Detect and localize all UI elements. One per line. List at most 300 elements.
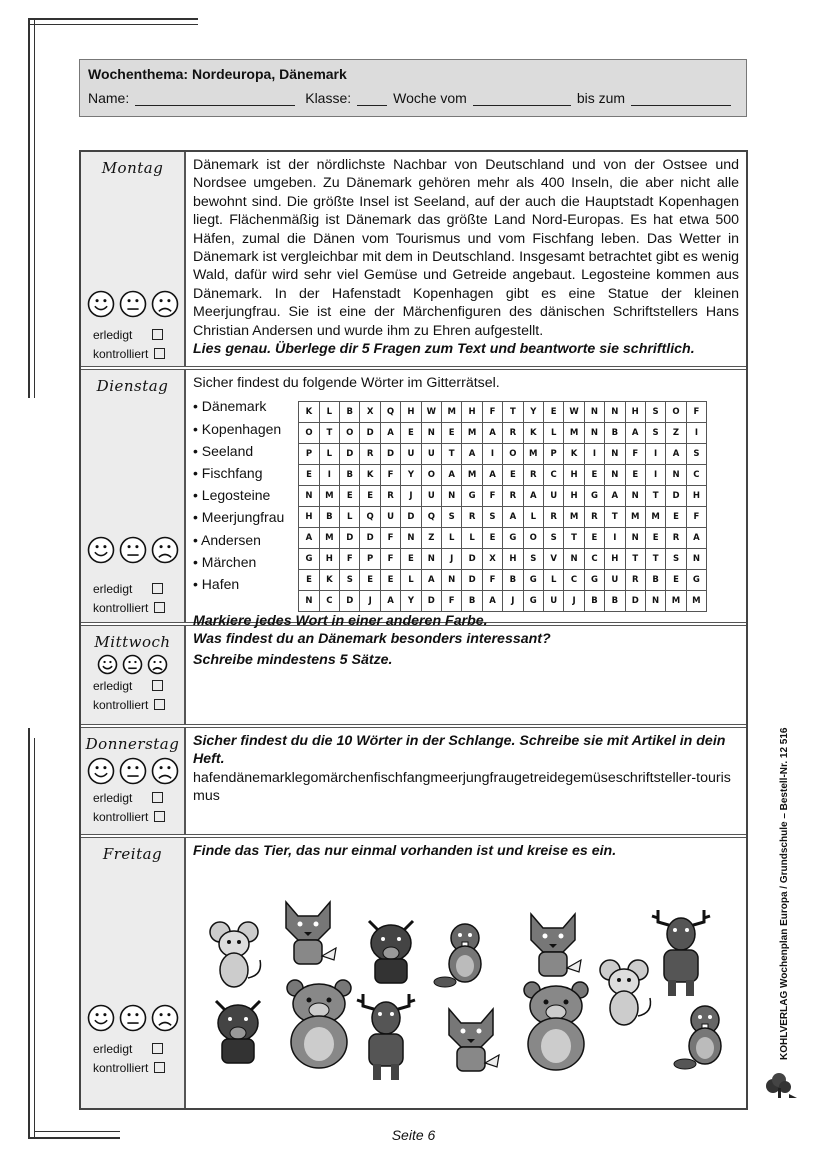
grid-cell[interactable]: F: [482, 402, 502, 423]
weekly-plan-table: [79, 150, 748, 1110]
day-label-cell: [81, 626, 186, 724]
word-list-item: • Andersen: [193, 531, 261, 548]
grid-cell[interactable]: W: [421, 402, 441, 423]
week-label: Woche vom: [393, 90, 467, 106]
grid-cell[interactable]: M: [319, 528, 339, 549]
grid-cell[interactable]: U: [421, 444, 441, 465]
grid-cell[interactable]: E: [401, 423, 421, 444]
grid-cell[interactable]: E: [503, 465, 523, 486]
grid-cell[interactable]: Y: [401, 465, 421, 486]
grid-cell[interactable]: O: [340, 423, 360, 444]
checked-checkbox[interactable]: kontrolliert: [81, 1059, 184, 1078]
grid-cell[interactable]: D: [340, 444, 360, 465]
grid-cell[interactable]: T: [625, 549, 645, 570]
grid-cell[interactable]: S: [645, 423, 665, 444]
done-checkbox[interactable]: erledigt: [81, 1040, 184, 1059]
grid-cell[interactable]: A: [442, 465, 462, 486]
grid-cell[interactable]: D: [462, 570, 482, 591]
grid-cell[interactable]: L: [543, 570, 563, 591]
grid-cell[interactable]: T: [645, 486, 665, 507]
grid-cell[interactable]: G: [523, 570, 543, 591]
reading-text: Dänemark ist der nördlichste Nachbar von Deutschland und von der Ostsee und Nordsee umgeben. Zu Dänemark gehören mehr als 400 Inseln, die aber nicht alle bewohnt sind. Die größte Insel ist Seeland, auf der auch die Hauptstadt Kopenhagen liegt. Flächenmäßig ist Dänemark das größte Land Nord-Europas. Es hat etwa 500 Häfen, zumal die Dänen vom Tourismus und vom Fischfang leben. Das Wetter in Dänemark ist vergleichbar mit dem in Deutschland. Insgesamt betrachtet gibt es wenig Wald, dafür wird sehr viel Gemüse und Getreide angebaut. Legosteine kommen aus Dänemark. In der Hafenstadt Kopenhagen gibt es eine Statue der kleinen Meerjungfrau. Sie ist eine der Märchenfiguren des dänischen Schriftstellers Hans Christian Andersen und wurde ihm zu Ehren aufgestellt.: [193, 157, 739, 339]
grid-cell[interactable]: F: [686, 507, 706, 528]
checked-checkbox[interactable]: kontrolliert: [81, 696, 184, 715]
wolf-icon[interactable]: [278, 898, 338, 973]
day-label-cell: [81, 152, 186, 366]
grid-cell[interactable]: K: [523, 423, 543, 444]
wolf-icon[interactable]: [441, 1005, 501, 1080]
grid-cell[interactable]: N: [584, 402, 604, 423]
grid-cell[interactable]: D: [401, 507, 421, 528]
grid-cell[interactable]: M: [686, 591, 706, 612]
word-list-item: • Fischfang: [193, 465, 263, 482]
grid-cell[interactable]: U: [543, 486, 563, 507]
word-list: [193, 395, 284, 612]
grid-cell[interactable]: G: [584, 570, 604, 591]
grid-cell[interactable]: D: [380, 444, 400, 465]
class-label: Klasse:: [305, 90, 352, 106]
neutral-face-icon[interactable]: [119, 1004, 147, 1032]
grid-cell[interactable]: M: [442, 402, 462, 423]
grid-cell[interactable]: X: [360, 402, 380, 423]
grid-cell[interactable]: J: [401, 486, 421, 507]
grid-cell[interactable]: U: [421, 486, 441, 507]
grid-cell[interactable]: E: [625, 465, 645, 486]
grid-cell[interactable]: Z: [666, 423, 686, 444]
grid-cell[interactable]: E: [584, 528, 604, 549]
day-content-cell: [186, 152, 746, 366]
grid-cell[interactable]: Z: [421, 528, 441, 549]
smiley-group: [81, 1004, 184, 1032]
checked-checkbox[interactable]: kontrolliert: [81, 345, 184, 364]
grid-cell[interactable]: N: [584, 423, 604, 444]
grid-cell[interactable]: R: [360, 444, 380, 465]
grid-cell[interactable]: A: [380, 591, 400, 612]
grid-cell[interactable]: D: [340, 528, 360, 549]
grid-cell[interactable]: N: [421, 549, 441, 570]
word-list-item: • Kopenhagen: [193, 420, 282, 437]
grid-cell[interactable]: O: [523, 528, 543, 549]
grid-cell[interactable]: Q: [380, 402, 400, 423]
grid-cell[interactable]: G: [503, 528, 523, 549]
grid-cell[interactable]: I: [319, 465, 339, 486]
day-name: Freitag: [102, 845, 163, 863]
day-name: Montag: [101, 159, 164, 177]
grid-cell[interactable]: E: [299, 570, 319, 591]
grid-cell[interactable]: Y: [523, 402, 543, 423]
grid-cell[interactable]: N: [645, 591, 665, 612]
grid-cell[interactable]: L: [319, 444, 339, 465]
frame-line: [34, 738, 35, 1138]
day-row-tuesday: [81, 370, 746, 630]
grid-cell[interactable]: L: [523, 507, 543, 528]
grid-cell[interactable]: F: [686, 402, 706, 423]
grid-cell[interactable]: S: [523, 549, 543, 570]
day-label-cell: [81, 838, 186, 1108]
day-label-cell: [81, 728, 186, 834]
grid-cell[interactable]: I: [482, 444, 502, 465]
grid-cell[interactable]: H: [564, 465, 584, 486]
grid-cell[interactable]: I: [605, 528, 625, 549]
grid-cell[interactable]: T: [503, 402, 523, 423]
grid-cell[interactable]: E: [482, 528, 502, 549]
grid-cell[interactable]: D: [666, 486, 686, 507]
grid-cell[interactable]: E: [645, 528, 665, 549]
beaver-icon[interactable]: [433, 918, 493, 995]
moose-icon[interactable]: [353, 990, 419, 1087]
done-checkbox[interactable]: erledigt: [81, 326, 184, 345]
grid-cell[interactable]: T: [442, 444, 462, 465]
grid-cell[interactable]: E: [666, 570, 686, 591]
bear-icon[interactable]: [518, 980, 594, 1077]
grid-cell[interactable]: O: [503, 444, 523, 465]
grid-cell[interactable]: Q: [360, 507, 380, 528]
grid-cell[interactable]: S: [645, 402, 665, 423]
grid-cell[interactable]: L: [319, 402, 339, 423]
grid-cell[interactable]: R: [543, 507, 563, 528]
page-number: Seite 6: [391, 1127, 436, 1143]
grid-cell[interactable]: J: [442, 549, 462, 570]
grid-cell[interactable]: E: [380, 570, 400, 591]
grid-cell[interactable]: A: [380, 423, 400, 444]
word-list-item: • Dänemark: [193, 398, 267, 415]
grid-cell[interactable]: D: [360, 528, 380, 549]
beaver-icon[interactable]: [673, 1000, 733, 1077]
grid-cell[interactable]: N: [401, 528, 421, 549]
day-row-thursday: [81, 728, 746, 838]
grid-cell[interactable]: R: [625, 570, 645, 591]
grid-cell[interactable]: H: [503, 549, 523, 570]
frame-line: [34, 18, 35, 398]
grid-cell[interactable]: B: [462, 591, 482, 612]
sad-face-icon[interactable]: [151, 757, 179, 785]
sad-face-icon[interactable]: [151, 290, 179, 318]
grid-cell[interactable]: C: [584, 549, 604, 570]
grid-cell[interactable]: H: [564, 486, 584, 507]
grid-cell[interactable]: F: [442, 591, 462, 612]
grid-cell[interactable]: H: [401, 402, 421, 423]
happy-face-icon[interactable]: [87, 1004, 115, 1032]
grid-cell[interactable]: N: [299, 486, 319, 507]
grid-cell[interactable]: F: [340, 549, 360, 570]
grid-cell[interactable]: O: [299, 423, 319, 444]
grid-cell[interactable]: M: [462, 423, 482, 444]
grid-cell[interactable]: S: [340, 570, 360, 591]
name-label: Name:: [88, 90, 130, 106]
day-name: Dienstag: [96, 377, 169, 395]
grid-cell[interactable]: S: [666, 549, 686, 570]
grid-cell[interactable]: A: [605, 486, 625, 507]
grid-cell[interactable]: C: [686, 465, 706, 486]
week-theme-title: Wochenthema: Nordeuropa, Dänemark: [88, 66, 347, 82]
task-text: Sicher findest du die 10 Wörter in der Schlange. Schreibe sie mit Artikel in dein Heft.: [193, 733, 726, 768]
word-list-item: • Hafen: [193, 576, 240, 593]
grid-cell[interactable]: E: [340, 486, 360, 507]
grid-cell[interactable]: D: [340, 591, 360, 612]
smiley-group: [81, 536, 184, 564]
grid-cell[interactable]: R: [503, 486, 523, 507]
grid-cell[interactable]: N: [442, 570, 462, 591]
day-name: Mittwoch: [94, 633, 171, 651]
neutral-face-icon[interactable]: [119, 290, 147, 318]
grid-cell[interactable]: K: [360, 465, 380, 486]
day-row-wednesday: [81, 626, 746, 728]
grid-cell[interactable]: N: [421, 423, 441, 444]
frame-line: [28, 18, 30, 398]
grid-cell[interactable]: E: [584, 465, 604, 486]
frame-line: [28, 18, 198, 20]
grid-cell[interactable]: F: [482, 570, 502, 591]
grid-cell[interactable]: R: [380, 486, 400, 507]
grid-cell[interactable]: F: [482, 486, 502, 507]
until-label: bis zum: [576, 90, 626, 106]
day-name: Donnerstag: [85, 735, 180, 753]
grid-cell[interactable]: T: [564, 528, 584, 549]
grid-cell[interactable]: H: [299, 507, 319, 528]
grid-cell[interactable]: M: [666, 591, 686, 612]
task-text: Schreibe mindestens 5 Sätze.: [193, 652, 393, 669]
grid-cell[interactable]: B: [645, 570, 665, 591]
grid-cell[interactable]: N: [442, 486, 462, 507]
grid-cell[interactable]: F: [380, 549, 400, 570]
grid-cell[interactable]: G: [462, 486, 482, 507]
happy-face-icon[interactable]: [87, 290, 115, 318]
grid-cell[interactable]: N: [625, 486, 645, 507]
week-from-field[interactable]: [473, 91, 571, 106]
sad-face-icon[interactable]: [151, 1004, 179, 1032]
grid-cell[interactable]: D: [462, 549, 482, 570]
neutral-face-icon[interactable]: [122, 654, 143, 675]
neutral-face-icon[interactable]: [119, 757, 147, 785]
grid-cell[interactable]: M: [319, 486, 339, 507]
grid-cell[interactable]: O: [421, 465, 441, 486]
word-list-item: • Märchen: [193, 553, 257, 570]
word-list-item: • Seeland: [193, 442, 254, 459]
done-checkbox[interactable]: erledigt: [81, 789, 184, 808]
grid-cell[interactable]: R: [462, 507, 482, 528]
intro-text: Sicher findest du folgende Wörter im Gitterrätsel.: [193, 375, 500, 391]
done-checkbox[interactable]: erledigt: [81, 677, 184, 696]
animal-picture-area: [193, 870, 753, 1050]
grid-cell[interactable]: F: [380, 465, 400, 486]
checked-checkbox[interactable]: kontrolliert: [81, 808, 184, 827]
frame-line: [28, 24, 198, 25]
grid-cell[interactable]: C: [319, 591, 339, 612]
grid-cell[interactable]: A: [462, 444, 482, 465]
wolf-icon[interactable]: [523, 910, 583, 985]
day-content-cell: [186, 626, 746, 724]
grid-cell[interactable]: N: [686, 549, 706, 570]
grid-cell[interactable]: E: [360, 486, 380, 507]
grid-cell[interactable]: Q: [421, 507, 441, 528]
boar-icon[interactable]: [361, 915, 421, 990]
grid-cell[interactable]: P: [299, 444, 319, 465]
grid-cell[interactable]: J: [503, 591, 523, 612]
grid-cell[interactable]: N: [605, 465, 625, 486]
grid-cell[interactable]: T: [605, 507, 625, 528]
grid-cell[interactable]: E: [666, 507, 686, 528]
day-content-cell: [186, 370, 746, 630]
grid-cell[interactable]: R: [584, 507, 604, 528]
grid-cell[interactable]: T: [645, 549, 665, 570]
grid-cell[interactable]: A: [523, 486, 543, 507]
grid-cell[interactable]: E: [543, 402, 563, 423]
grid-cell[interactable]: N: [605, 402, 625, 423]
grid-cell[interactable]: C: [543, 465, 563, 486]
grid-cell[interactable]: N: [299, 591, 319, 612]
happy-face-icon[interactable]: [97, 654, 118, 675]
grid-cell[interactable]: C: [564, 570, 584, 591]
grid-cell[interactable]: A: [625, 423, 645, 444]
grid-cell[interactable]: U: [605, 570, 625, 591]
task-text: Markiere jedes Wort in einer anderen Farbe.: [193, 613, 488, 630]
neutral-face-icon[interactable]: [119, 536, 147, 564]
grid-cell[interactable]: M: [523, 444, 543, 465]
grid-cell[interactable]: X: [482, 549, 502, 570]
grid-cell[interactable]: H: [686, 486, 706, 507]
grid-cell[interactable]: D: [625, 591, 645, 612]
grid-cell[interactable]: O: [666, 402, 686, 423]
done-checkbox[interactable]: erledigt: [81, 580, 184, 599]
grid-cell[interactable]: L: [442, 528, 462, 549]
grid-cell[interactable]: S: [482, 507, 502, 528]
grid-cell[interactable]: H: [462, 402, 482, 423]
grid-cell[interactable]: K: [299, 402, 319, 423]
grid-cell[interactable]: L: [462, 528, 482, 549]
grid-cell[interactable]: A: [421, 570, 441, 591]
grid-cell[interactable]: Y: [401, 591, 421, 612]
grid-cell[interactable]: A: [482, 465, 502, 486]
mouse-icon[interactable]: [598, 958, 658, 1033]
bear-icon[interactable]: [281, 978, 357, 1075]
boar-icon[interactable]: [208, 995, 268, 1070]
header-box: [79, 59, 747, 117]
grid-cell[interactable]: E: [299, 465, 319, 486]
grid-cell[interactable]: G: [523, 591, 543, 612]
sad-face-icon[interactable]: [151, 536, 179, 564]
grid-cell[interactable]: A: [686, 528, 706, 549]
grid-cell[interactable]: N: [605, 444, 625, 465]
grid-cell[interactable]: U: [380, 507, 400, 528]
sad-face-icon[interactable]: [147, 654, 168, 675]
grid-cell[interactable]: N: [666, 465, 686, 486]
grid-cell[interactable]: A: [503, 507, 523, 528]
grid-cell[interactable]: L: [543, 423, 563, 444]
grid-cell[interactable]: W: [564, 402, 584, 423]
name-field[interactable]: [135, 91, 295, 106]
grid-cell[interactable]: E: [442, 423, 462, 444]
day-label-cell: [81, 370, 186, 622]
grid-cell[interactable]: D: [421, 591, 441, 612]
grid-cell[interactable]: K: [564, 444, 584, 465]
mouse-icon[interactable]: [208, 920, 268, 995]
grid-cell[interactable]: E: [401, 549, 421, 570]
grid-cell[interactable]: K: [319, 570, 339, 591]
grid-cell[interactable]: R: [503, 423, 523, 444]
word-list-item: • Meerjungfrau: [193, 509, 285, 526]
grid-cell[interactable]: A: [482, 591, 502, 612]
grid-cell[interactable]: D: [360, 423, 380, 444]
grid-cell[interactable]: M: [625, 507, 645, 528]
grid-cell[interactable]: B: [340, 402, 360, 423]
day-content-cell: [186, 728, 746, 834]
grid-cell[interactable]: A: [299, 528, 319, 549]
task-text: Lies genau. Überlege dir 5 Fragen zum Text und beantworte sie schriftlich.: [193, 341, 695, 358]
grid-cell[interactable]: G: [686, 570, 706, 591]
grid-cell[interactable]: S: [442, 507, 462, 528]
grid-cell[interactable]: M: [564, 507, 584, 528]
grid-cell[interactable]: U: [543, 591, 563, 612]
grid-cell[interactable]: E: [360, 570, 380, 591]
grid-cell[interactable]: N: [564, 549, 584, 570]
grid-cell[interactable]: A: [666, 444, 686, 465]
grid-cell[interactable]: G: [584, 486, 604, 507]
grid-cell[interactable]: R: [666, 528, 686, 549]
grid-cell[interactable]: M: [462, 465, 482, 486]
grid-cell[interactable]: F: [625, 444, 645, 465]
day-row-friday: [81, 838, 746, 1108]
word-list-item: • Legosteine: [193, 487, 271, 504]
grid-cell[interactable]: B: [584, 591, 604, 612]
grid-cell[interactable]: H: [605, 549, 625, 570]
grid-cell[interactable]: P: [543, 444, 563, 465]
grid-cell[interactable]: I: [645, 444, 665, 465]
grid-cell[interactable]: J: [564, 591, 584, 612]
grid-cell[interactable]: M: [564, 423, 584, 444]
grid-cell[interactable]: S: [686, 444, 706, 465]
grid-cell[interactable]: B: [605, 591, 625, 612]
grid-cell[interactable]: I: [686, 423, 706, 444]
frame-line: [28, 728, 30, 1138]
grid-cell[interactable]: F: [380, 528, 400, 549]
grid-cell[interactable]: H: [319, 549, 339, 570]
grid-cell[interactable]: V: [543, 549, 563, 570]
grid-cell[interactable]: B: [319, 507, 339, 528]
task-text: Finde das Tier, das nur einmal vorhanden ist und kreise es ein.: [193, 843, 617, 859]
grid-cell[interactable]: B: [503, 570, 523, 591]
grid-cell[interactable]: I: [645, 465, 665, 486]
smiley-group: [81, 757, 184, 785]
happy-face-icon[interactable]: [87, 536, 115, 564]
word-snake: hafendänemarklegomärchenfischfangmeerjungfraugetreidegemüseschriftsteller-tourismus: [193, 769, 731, 805]
grid-cell[interactable]: S: [543, 528, 563, 549]
grid-cell[interactable]: L: [401, 570, 421, 591]
grid-cell[interactable]: J: [360, 591, 380, 612]
word-search-grid: [298, 401, 707, 612]
grid-cell[interactable]: M: [645, 507, 665, 528]
grid-cell[interactable]: B: [605, 423, 625, 444]
class-field[interactable]: [357, 91, 387, 106]
grid-cell[interactable]: G: [299, 549, 319, 570]
grid-cell[interactable]: R: [523, 465, 543, 486]
grid-cell[interactable]: L: [340, 507, 360, 528]
smiley-group: [81, 290, 184, 318]
grid-cell[interactable]: B: [340, 465, 360, 486]
grid-cell[interactable]: A: [482, 423, 502, 444]
happy-face-icon[interactable]: [87, 757, 115, 785]
grid-cell[interactable]: P: [360, 549, 380, 570]
week-until-field[interactable]: [631, 91, 731, 106]
publisher-logo: [763, 1060, 799, 1105]
grid-cell[interactable]: U: [401, 444, 421, 465]
grid-cell[interactable]: I: [584, 444, 604, 465]
grid-cell[interactable]: H: [625, 402, 645, 423]
day-row-monday: [81, 152, 746, 370]
grid-cell[interactable]: T: [319, 423, 339, 444]
checked-checkbox[interactable]: kontrolliert: [81, 599, 184, 618]
grid-cell[interactable]: N: [625, 528, 645, 549]
publisher-side-text: KOHLVERLAG Wochenplan Europa / Grundschule – Bestell-Nr. 12 516: [779, 727, 790, 1060]
